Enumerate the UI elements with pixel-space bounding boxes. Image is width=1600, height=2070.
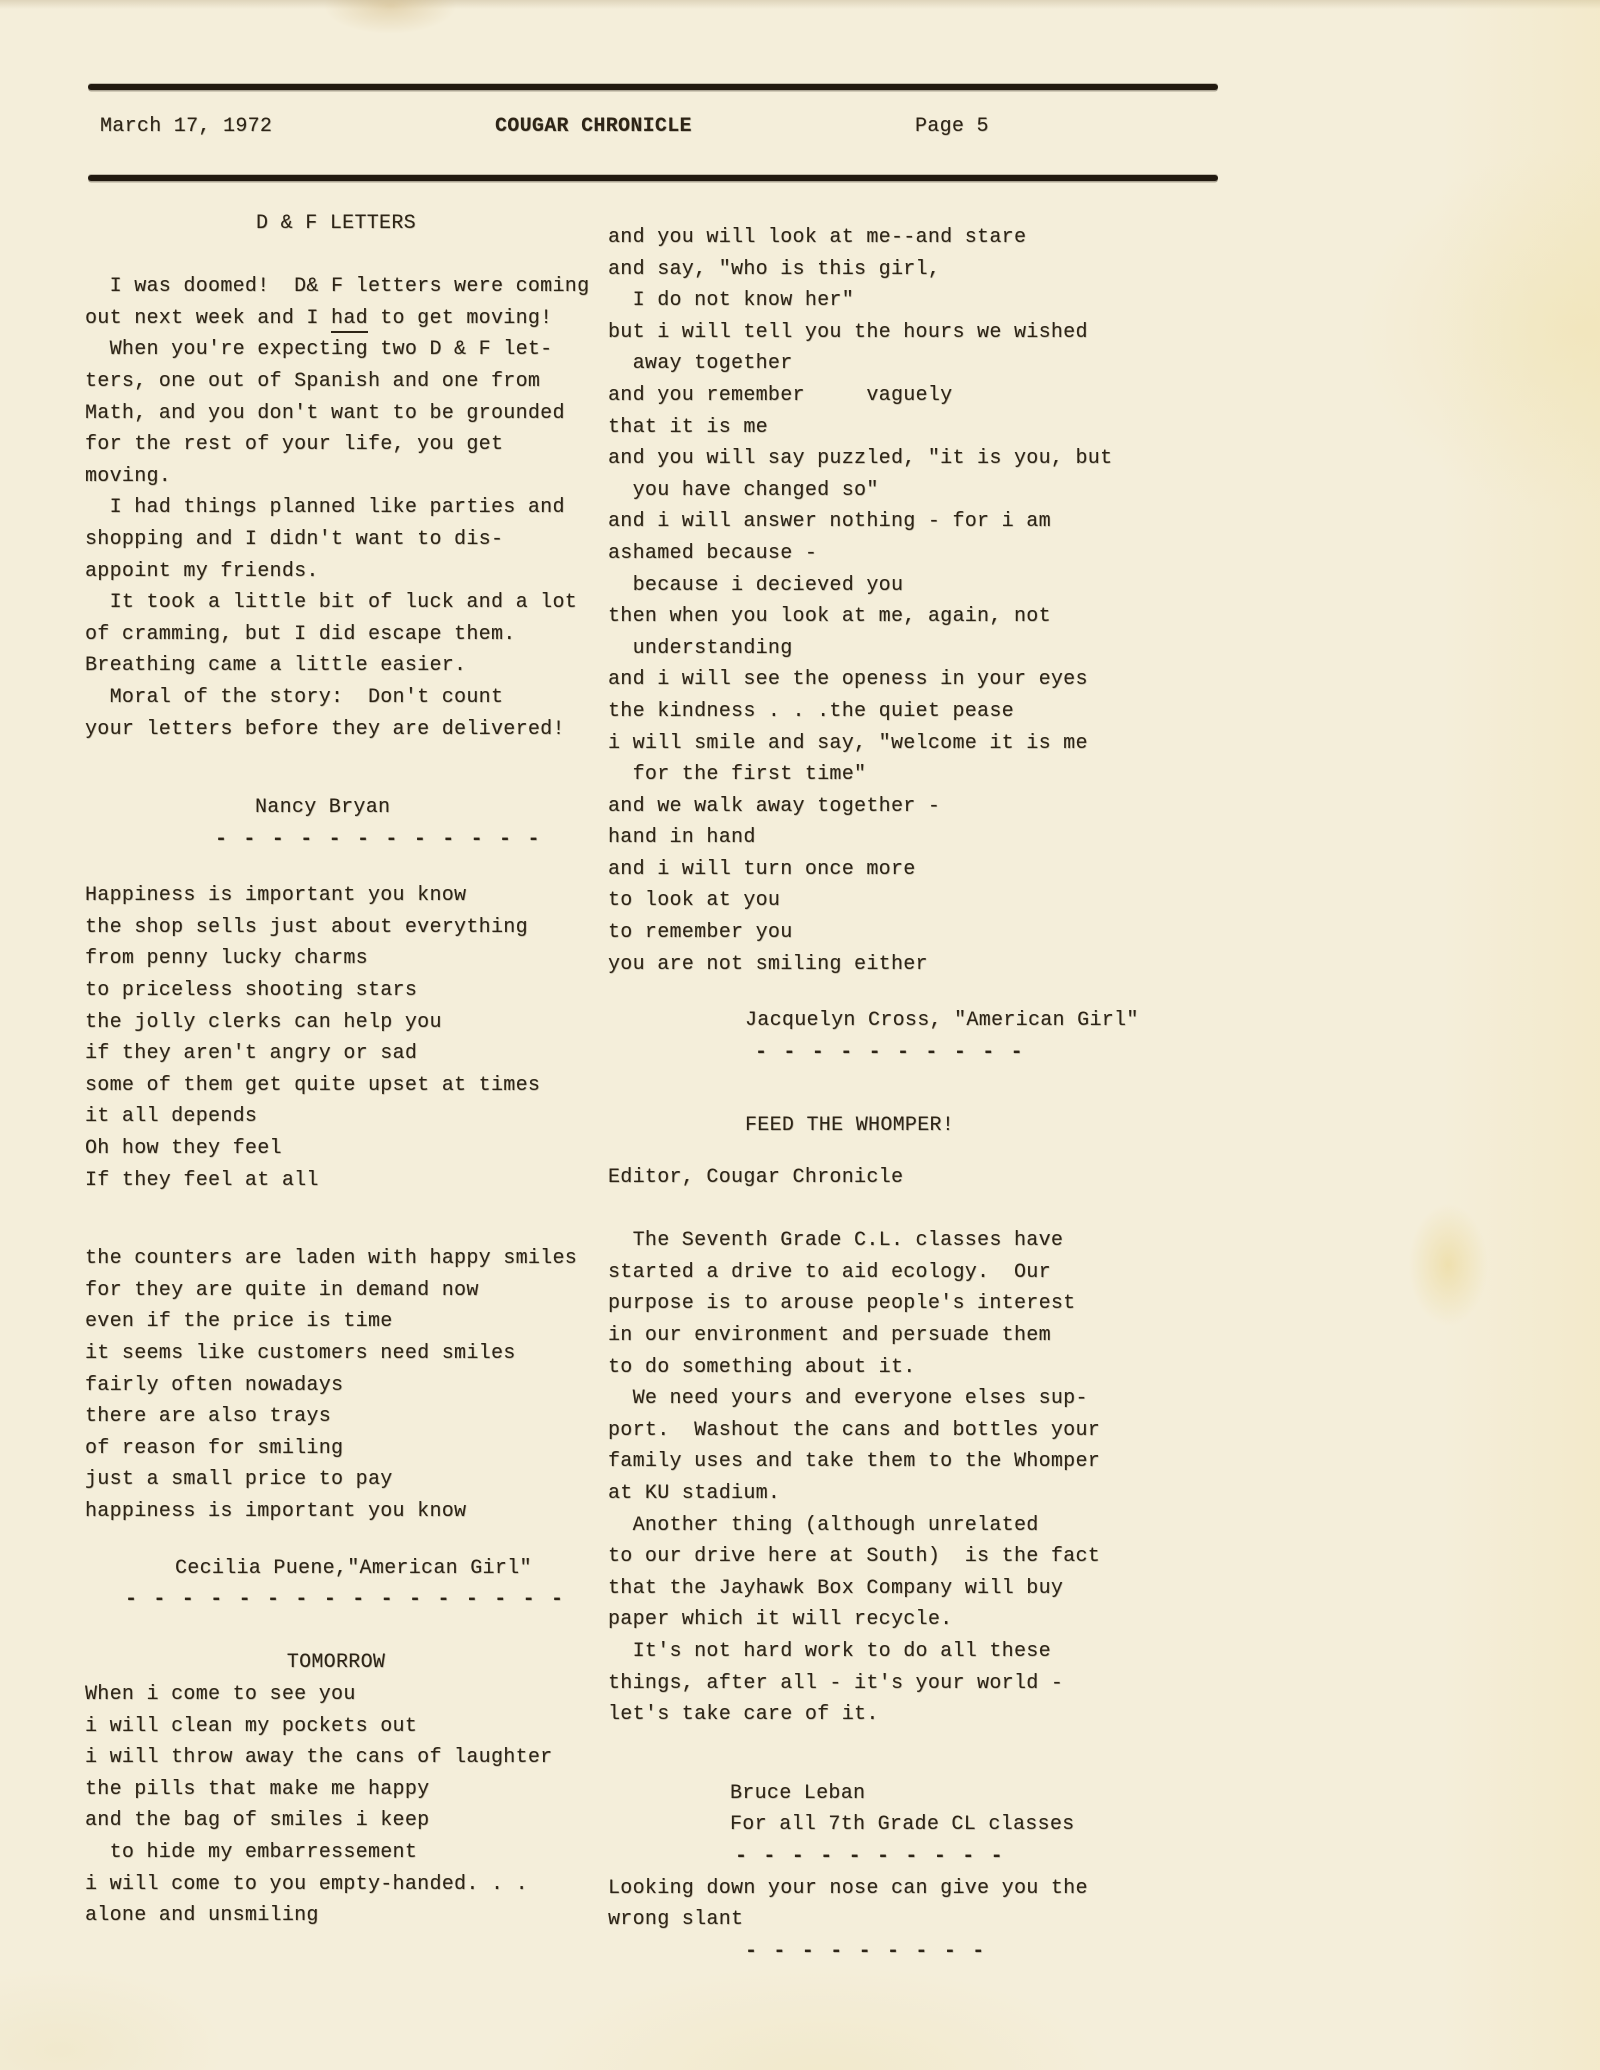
text-line: Math, and you don't want to be grounded [85,401,565,425]
text-line: but i will tell you the hours we wished [608,320,1088,344]
section-divider: - - - - - - - - - - [735,1844,1005,1868]
letter-salutation: Editor, Cougar Chronicle [608,1166,904,1190]
text-line: of reason for smiling [85,1436,344,1460]
text-line: and you remember vaguely [608,383,953,407]
text-line: that the Jayhawk Box Company will buy [608,1576,1064,1600]
issue-date: March 17, 1972 [100,115,273,138]
text-line: you have changed so" [608,478,879,502]
text-line: for the rest of your life, you get [85,433,504,457]
text-line: there are also trays [85,1405,332,1429]
text-line: purpose is to arouse people's interest [608,1292,1076,1316]
text-line: from penny lucky charms [85,947,368,971]
text-line: and you will look at me--and stare [608,226,1027,249]
text-line: the pills that make me happy [85,1777,430,1801]
text-line: and the bag of smiles i keep [85,1809,430,1833]
text-line: I had things planned like parties and [85,496,565,520]
section-divider: - - - - - - - - - - [755,1040,1025,1064]
text-line: For all 7th Grade CL classes [730,1813,1075,1837]
text-line: Breathing came a little easier. [85,654,467,678]
whomper-letter-body [608,1225,1132,1731]
text-line: out next week and I had to get moving! [85,303,587,335]
text-line: to remember you [608,921,793,945]
text-line: things, after all - it's your world - [608,1671,1064,1695]
text-line: to our drive here at South) is the fact [608,1545,1101,1569]
text-line: and i will see the openess in your eyes [608,668,1088,692]
text-line: i will throw away the cans of laughter [85,1746,553,1770]
text-line: it seems like customers need smiles [85,1342,516,1365]
text-line: to look at you [608,889,781,913]
text-line: Looking down your nose can give you the [608,1876,1088,1900]
letter-heading-feed-the-whomper: FEED THE WHOMPER! [745,1114,955,1138]
text-line: If they feel at all [85,1168,319,1192]
text-line: to hide my embarressement [85,1840,418,1864]
right-column [608,208,1139,1967]
signature-nancy-bryan: Nancy Bryan [255,796,391,820]
text-line: i will come to you empty-handed. . . [85,1872,528,1896]
happiness-poem-stanza-2 [85,1243,587,1527]
text-line: paper which it will recycle. [608,1608,953,1632]
closing-quip [608,1873,1132,1936]
text-line: let's take care of it. [608,1703,879,1727]
text-line: alone and unsmiling [85,1904,319,1928]
text-line: because i decieved you [608,573,904,597]
underlined-word: had [331,307,368,333]
text-line: just a small price to pay [85,1468,393,1492]
text-line: ters, one out of Spanish and one from [85,369,541,393]
text-line: started a drive to aid ecology. Our [608,1260,1051,1284]
masthead-bottom-rule [88,175,1218,181]
text-line: understanding [608,636,793,660]
text-line: Another thing (although unrelated [608,1513,1039,1537]
text-line: port. Washout the cans and bottles your [608,1418,1101,1442]
text-line: ashamed because - [608,541,818,565]
text-line: away together [608,352,793,376]
text-line: of cramming, but I did escape them. [85,622,516,646]
text-line: i will clean my pockets out [85,1714,418,1738]
text-line: if they aren't angry or sad [85,1042,418,1066]
text-line: and you will say puzzled, "it is you, but [608,447,1113,471]
section-divider: - - - - - - - - - - - - [215,827,542,851]
text-line: for the first time" [608,763,867,787]
text-line: the shop sells just about everything [85,915,528,939]
article-df-letters-body [85,271,590,745]
text-line: family uses and take them to the Whomper [608,1450,1101,1474]
poem-heading-tomorrow: TOMORROW [286,1651,386,1675]
text-line: appoint my friends. [85,559,319,583]
text-line: wrong slant [608,1908,744,1932]
text-line: Moral of the story: Don't count [85,685,504,709]
text-line: Bruce Leban [730,1781,866,1805]
text-line: to priceless shooting stars [85,979,418,1003]
text-line: for they are quite in demand now [85,1278,479,1302]
happiness-poem-stanza-1 [85,880,587,1196]
text-line: happiness is important you know [85,1499,467,1523]
section-divider: - - - - - - - - - - - - - - - - [125,1588,566,1612]
text-line: Oh how they feel [85,1137,282,1161]
masthead [88,112,1218,146]
text-line: that it is me [608,415,768,439]
text-line: in our environment and persuade them [608,1324,1051,1347]
text-line: and we walk away together - [608,794,941,818]
text-line: your letters before they are delivered! [85,717,565,741]
text-line: the kindness . . .the quiet pease [608,699,1014,723]
text-line: When you're expecting two D & F let- [85,338,553,362]
signature-bruce-leban [730,1778,1132,1841]
text-line: it all depends [85,1105,258,1129]
text-line: and i will answer nothing - for i am [608,510,1051,534]
text-line: to do something about it. [608,1355,916,1379]
signature-cecilia-puene: Cecilia Puene,"American Girl" [175,1556,532,1580]
text-line: hand in hand [608,826,756,850]
text-line: then when you look at me, again, not [608,605,1051,629]
text-line: It's not hard work to do all these [608,1639,1051,1663]
page-number: Page 5 [915,115,989,138]
text-line: fairly often nowadays [85,1373,344,1397]
text-line: you are not smiling either [608,952,928,976]
tomorrow-poem-continued [608,222,1132,980]
text-line: even if the price is time [85,1310,393,1334]
text-line: It took a little bit of luck and a lot [85,591,578,615]
text-line: When i come to see you [85,1682,356,1706]
text-line: moving. [85,464,172,488]
text-line: shopping and I didn't want to dis- [85,527,504,551]
article-heading-df-letters: D & F LETTERS [256,212,416,235]
left-column [85,208,590,1932]
paper-title: COUGAR CHRONICLE [495,115,692,138]
text-line: the counters are laden with happy smiles [85,1247,578,1271]
section-divider: - - - - - - - - - [745,1939,987,1963]
text-line: We need yours and everyone elses sup- [608,1387,1088,1411]
text-line: at KU stadium. [608,1481,781,1505]
text-line: I was doomed! D& F letters were coming [85,275,590,299]
text-line: and i will turn once more [608,857,916,881]
tomorrow-poem-body [85,1679,587,1932]
text-line: The Seventh Grade C.L. classes have [608,1229,1064,1253]
text-line: Happiness is important you know [85,884,467,908]
text-line: and say, "who is this girl, [608,257,941,281]
signature-jacquelyn-cross: Jacquelyn Cross, "American Girl" [745,1009,1139,1033]
text-line: I do not know her" [608,289,855,313]
text-line: the jolly clerks can help you [85,1010,442,1034]
masthead-top-rule [88,84,1218,90]
text-line: i will smile and say, "welcome it is me [608,731,1088,755]
text-line: some of them get quite upset at times [85,1073,541,1097]
